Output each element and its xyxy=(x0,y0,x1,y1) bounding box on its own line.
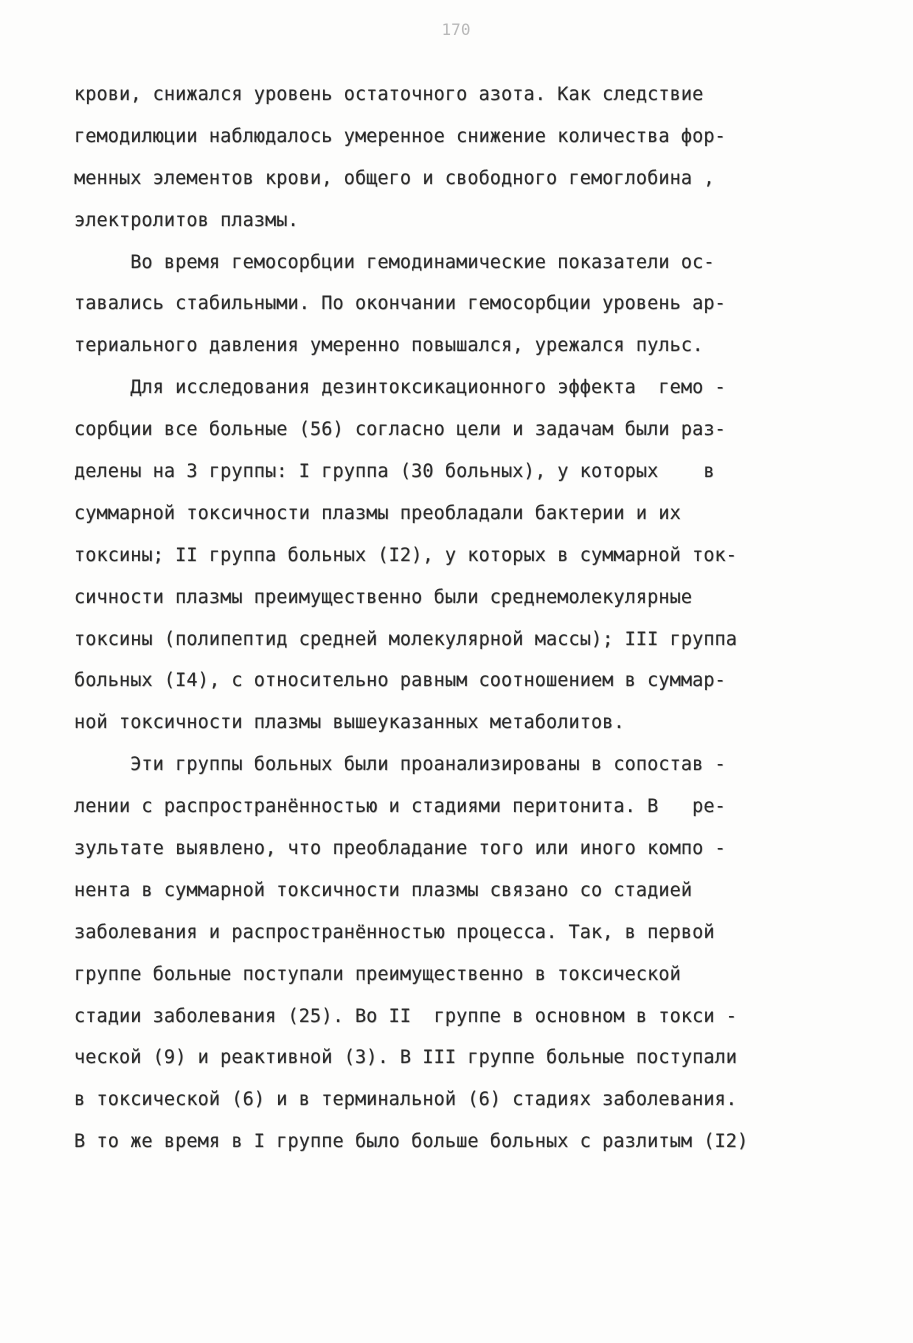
text-line: заболевания и распространённостью процесса. Так, в первой xyxy=(74,921,715,943)
text-line: Для исследования дезинтоксикационного эффекта гемо - xyxy=(74,377,726,399)
text-line: териального давления умеренно повышался, урежался пульс. xyxy=(74,335,704,357)
text-line: сорбции все больные (56) согласно цели и задачам были раз- xyxy=(74,419,726,441)
text-line: сичности плазмы преимущественно были среднемолекулярные xyxy=(74,586,693,608)
text-line: группе больные поступали преимущественно в токсической xyxy=(74,963,681,985)
page-number: 170 xyxy=(441,20,471,39)
text-line: менных элементов крови, общего и свободного гемоглобина , xyxy=(74,167,715,189)
text-line: в токсической (6) и в терминальной (6) стадиях заболевания. xyxy=(74,1089,738,1111)
text-line: ческой (9) и реактивной (3). В III группе больные поступали xyxy=(74,1047,738,1069)
text-line: нента в суммарной токсичности плазмы связано со стадией xyxy=(74,879,693,901)
text-line: тавались стабильными. По окончании гемосорбции уровень ар- xyxy=(74,293,726,315)
text-line: ной токсичности плазмы вышеуказанных метаболитов. xyxy=(74,712,625,734)
text-line: стадии заболевания (25). Во II группе в основном в токси - xyxy=(74,1005,738,1027)
text-line: электролитов плазмы. xyxy=(74,209,299,231)
body-text xyxy=(74,74,844,1163)
text-line: Во время гемосорбции гемодинамические показатели ос- xyxy=(74,251,715,273)
text-line: В то же время в I группе было больше больных с разлитым (I2) xyxy=(74,1131,749,1153)
text-line: токсины (полипептид средней молекулярной массы); III группа xyxy=(74,628,738,650)
text-line: токсины; II группа больных (I2), у которых в суммарной ток- xyxy=(74,544,738,566)
text-line: зультате выявлено, что преобладание того или иного компо - xyxy=(74,838,726,860)
text-line: Эти группы больных были проанализированы в сопостав - xyxy=(74,754,726,776)
text-line: лении с распространённостью и стадиями перитонита. В ре- xyxy=(74,796,726,818)
text-line: гемодилюции наблюдалось умеренное снижение количества фор- xyxy=(74,125,726,147)
text-line: больных (I4), с относительно равным соотношением в суммар- xyxy=(74,670,726,692)
text-line: делены на 3 группы: I группа (30 больных), у которых в xyxy=(74,461,715,483)
text-line: крови, снижался уровень остаточного азота. Как следствие xyxy=(74,84,704,105)
text-line: суммарной токсичности плазмы преобладали бактерии и их xyxy=(74,502,681,524)
